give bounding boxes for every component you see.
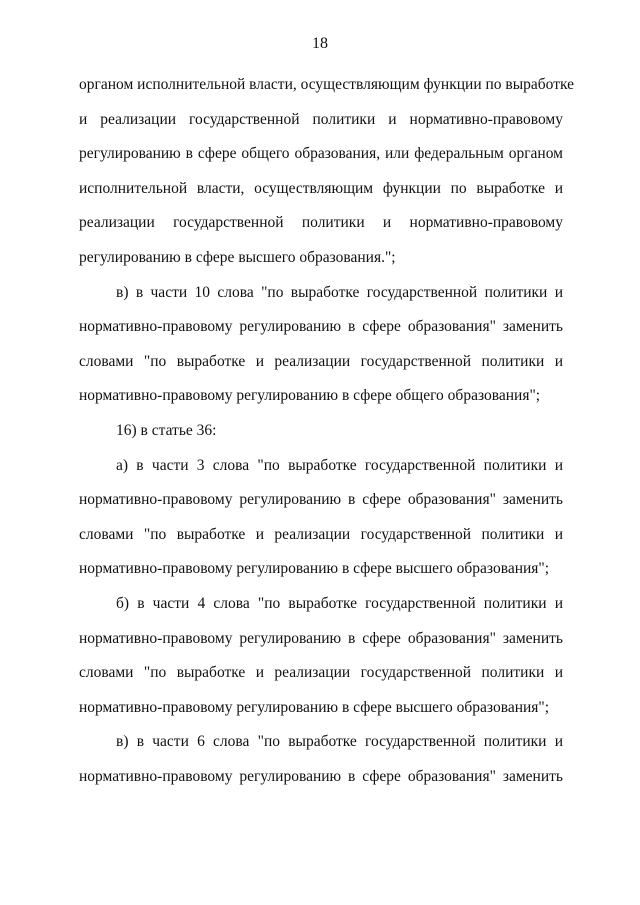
text-line: регулированию в сфере общего образования, или федеральным органом (79, 145, 563, 163)
text-line: нормативно-правовому регулированию в сфере высшего образования"; (79, 560, 550, 578)
text-line: нормативно-правовому регулированию в сфере общего образования"; (79, 387, 541, 405)
text-line: регулированию в сфере высшего образования."; (79, 248, 396, 266)
text-line: в) в части 10 слова "по выработке государственной политики и (116, 283, 563, 301)
text-line: словами "по выработке и реализации государственной политики и (79, 525, 563, 543)
text-line: нормативно-правовому регулированию в сфере образования" заменить (79, 318, 563, 336)
text-line: нормативно-правовому регулированию в сфере образования" заменить (79, 767, 563, 785)
text-line: 16) в статье 36: (116, 421, 217, 439)
text-line: нормативно-правовому регулированию в сфере высшего образования"; (79, 698, 550, 716)
text-line: органом исполнительной власти, осуществляющим функции по выработке (79, 76, 575, 93)
text-line: исполнительной власти, осуществляющим функции по выработке и (79, 179, 563, 197)
text-line: словами "по выработке и реализации государственной политики и (79, 664, 563, 682)
text-line: словами "по выработке и реализации государственной политики и (79, 352, 563, 370)
text-line: а) в части 3 слова "по выработке государственной политики и (116, 456, 563, 474)
document-body (79, 68, 575, 794)
text-line: нормативно-правовому регулированию в сфере образования" заменить (79, 491, 563, 509)
text-line: реализации государственной политики и нормативно-правовому (79, 214, 563, 232)
text-line: в) в части 6 слова "по выработке государственной политики и (116, 733, 563, 751)
text-line: б) в части 4 слова "по выработке государственной политики и (116, 594, 563, 612)
page-number: 18 (312, 35, 328, 52)
text-line: нормативно-правовому регулированию в сфере образования" заменить (79, 629, 563, 647)
text-line: и реализации государственной политики и нормативно-правовому (79, 110, 563, 128)
